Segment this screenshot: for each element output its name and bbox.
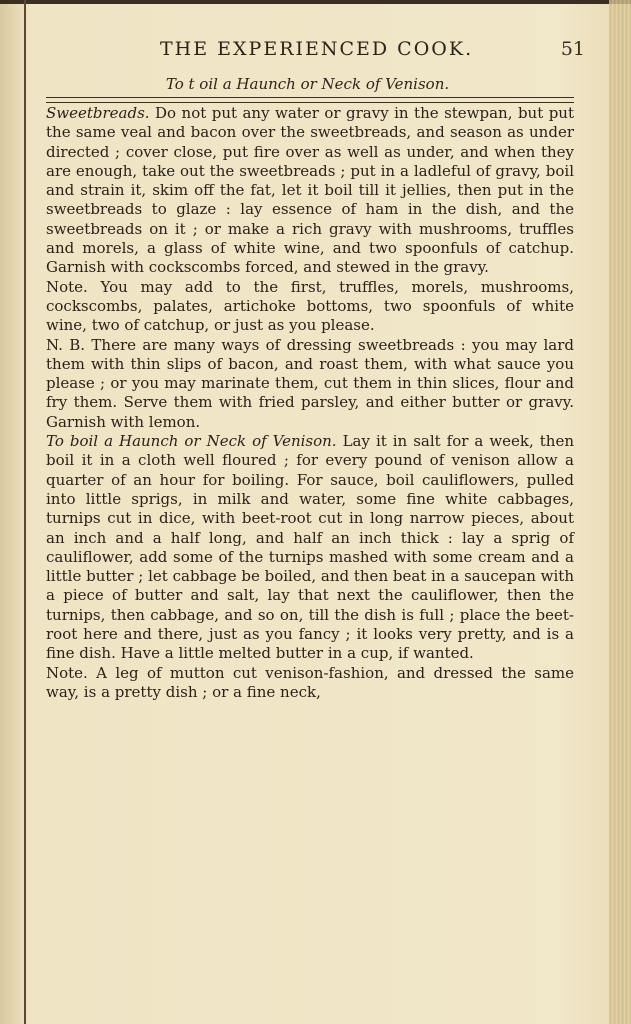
binding-edge-rule xyxy=(24,0,26,1024)
page-header xyxy=(40,38,585,66)
section-heading: To t oil a Haunch or Neck of Venison. xyxy=(165,75,450,93)
page-edge-texture xyxy=(609,0,631,1024)
paragraph-venison xyxy=(46,432,574,664)
page-number: 51 xyxy=(560,38,585,60)
paragraph-lead: Sweetbreads. xyxy=(46,104,150,122)
paragraph-text: Lay it in salt for a week, then boil it in a cloth well floured ; for every pound of venison allow a quarter of an hour for boiling. For sauce, boil cauliflowers, pulled into little sprigs, in milk and water, some fine white cabbages, turnips cut in dice, with beet-root cut in long narrow pieces, about an inch and a half long, and half an inch thick : lay a sprig of cauliflower, add some of the turnips mashed with some cream and a little butter ; let cabbage be boiled, and then beat in a saucepan with a piece of butter and salt, lay that next the cauliflower, then the turnips, then cabbage, and so on, till the dish is full ; place the beet-root here and there, just as you fancy ; it looks very pretty, and is a fine dish. Have a little melted butter in a cup, if wanted. xyxy=(46,432,574,663)
running-title: THE EXPERIENCED COOK. xyxy=(160,38,474,60)
paragraph-text: Note. You may add to the first, truffles, morels, mushrooms, cockscombs, palates, artichoke bottoms, two spoonfuls of white wine, two of catchup, or just as you please. xyxy=(46,277,574,335)
body-text xyxy=(46,104,574,702)
top-edge-rule xyxy=(0,0,631,4)
paragraph-note-mutton xyxy=(46,664,574,703)
paragraph-nb xyxy=(46,336,574,432)
paragraph-text: Do not put any water or gravy in the stewpan, but put the same veal and bacon over the sweetbreads, and season as under directed ; cover close, put fire over as well as under, and when they are enough, take out the sweetbreads ; put in a ladleful of gravy, boil and strain it, skim off the fat, let it boil till it jellies, then put in the sweetbreads to glaze : lay essence of ham in the dish, and the sweetbreads on it ; or make a rich gravy with mushrooms, truffles and morels, a glass of white wine, and two spoonfuls of catchup. Garnish with cockscombs forced, and stewed in the gravy. xyxy=(46,104,574,277)
paragraph-sweetbreads xyxy=(46,104,574,278)
paragraph-text: N. B. There are many ways of dressing sweetbreads : you may lard them with thin slips of bacon, and roast them, with what sauce you please ; or you may marinate them, cut them in thin slices, flour and fry them. Serve them with fried parsley, and either butter or gravy. Garnish with lemon. xyxy=(46,335,574,431)
paragraph-text: Note. A leg of mutton cut venison-fashion, and dressed the same way, is a pretty dish ; or a fine neck, xyxy=(46,663,574,701)
paragraph-lead: To boil a Haunch or Neck of Venison. xyxy=(46,432,337,451)
heading-double-rule xyxy=(46,97,574,103)
paragraph-note xyxy=(46,278,574,336)
